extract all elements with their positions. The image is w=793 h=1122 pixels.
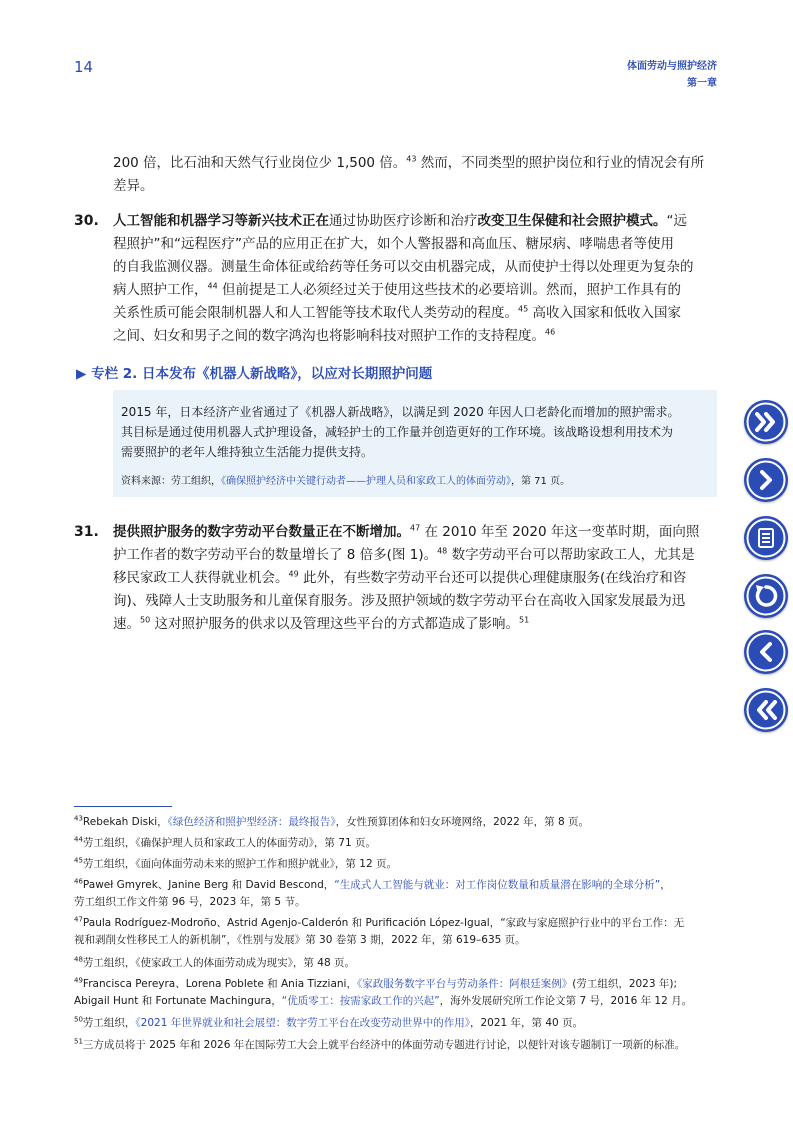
- text: 关系性质可能会限制机器人和人工智能等技术取代人类劳动的程度。: [113, 305, 518, 321]
- text: 护工作者的数字劳动平台的数量增长了 8 倍多(图 1)。: [113, 547, 438, 563]
- text: Francisca Pereyra、Lorena Poblete 和 Ania Tizziani，: [82, 978, 357, 990]
- text: 程照护”和“远程医疗”产品的应用正在扩大，如个人警报器和高血压、糖尿病、哮喘患者等使用: [113, 236, 674, 252]
- text: 2015 年，日本经济产业省通过了《机器人新战略》，以满足到 2020 年因人口老龄化而增加的照护需求。: [121, 405, 680, 419]
- text: 然而，不同类型的照护岗位和行业的情况会有所: [416, 155, 705, 171]
- text: 在 2010 年至 2020 年这一变革时期，面向照: [420, 524, 700, 540]
- source-link[interactable]: 《确保照护经济中关键行动者——护理人员和家政工人的体面劳动》: [221, 476, 511, 487]
- text: 病人照护工作，: [113, 282, 208, 298]
- footnote-number: 44: [74, 835, 83, 844]
- text: 三方成员将于 2025 年和 2026 年在国际劳工大会上就平台经济中的体面劳动专题进行讨论，以便针对该专题制订一项新的标准。: [82, 1039, 686, 1051]
- footnote-49: [74, 976, 724, 1010]
- footnote-ref[interactable]: 47: [410, 523, 421, 533]
- text: 此外，有些数字劳动平台还可以提供心理健康服务(在线治疗和咨: [298, 570, 687, 586]
- footnote-link[interactable]: “优质零工：按需家政工作的兴起”: [281, 995, 440, 1007]
- footnote-link[interactable]: 《2021 年世界就业和社会展望：数字劳工平台在改变劳动世界中的作用》: [135, 1017, 470, 1029]
- text: (劳工组织，2023 年);: [572, 978, 678, 990]
- paragraph-number-30: 30.: [74, 213, 99, 229]
- continued-paragraph: [113, 152, 719, 198]
- footnote-43: [74, 814, 724, 831]
- text: 劳工组织，《使家政工人的体面劳动成为现实》，第 48 页。: [82, 957, 355, 969]
- menu-button[interactable]: [744, 516, 788, 560]
- footnote-46: [74, 877, 724, 911]
- text: 通过协助医疗诊断和治疗: [329, 213, 478, 229]
- footnote-number: 47: [74, 915, 83, 924]
- footnote-link[interactable]: 《绿色经济和照护型经济：最终报告》: [167, 816, 336, 828]
- footnote-44: [74, 835, 724, 852]
- bold-text: 人工智能和机器学习等新兴技术正在: [113, 213, 329, 229]
- footnote-45: [74, 856, 724, 873]
- footnote-number: 48: [74, 955, 83, 964]
- text: 视和剥削女性移民工人的新机制”，《性别与发展》第 30 卷第 3 期，2022 年，第 619–635 页。: [74, 934, 526, 946]
- text: ，海外发展研究所工作论文第 7 号，2016 年 12 月。: [439, 995, 693, 1007]
- text: 的自我监测仪器。测量生命体征或给药等任务可以交由机器完成，从而使护士得以处理更为复杂的: [113, 259, 694, 275]
- text: 移民家政工人获得就业机会。: [113, 570, 289, 586]
- footnote-number: 51: [74, 1037, 83, 1046]
- footnote-number: 43: [74, 814, 83, 823]
- text: 劳工组织，《确保护理人员和家政工人的体面劳动》，第 71 页。: [82, 837, 376, 849]
- rewind-icon: [744, 688, 788, 732]
- next-icon: [744, 458, 788, 502]
- footnote-number: 46: [74, 877, 83, 886]
- footnote-51: [74, 1037, 724, 1054]
- box-text: [121, 402, 711, 462]
- text: 速。: [113, 616, 140, 632]
- text: 其目标是通过使用机器人式护理设备，减轻护士的工作量并创造更好的工作环境。该战略设想利用技术为: [121, 425, 674, 439]
- text: 200 倍，比石油和天然气行业岗位少 1,500 倍。: [113, 155, 407, 171]
- text: 高收入国家和低收入国家: [528, 305, 681, 321]
- text: ，第 71 页。: [511, 476, 571, 487]
- footnote-ref[interactable]: 50: [140, 615, 151, 625]
- text: 之间、妇女和男子之间的数字鸿沟也将影响科技对照护工作的支持程度。: [113, 328, 545, 344]
- text: Paweł Gmyrek、Janine Berg 和 David Bescond，: [82, 879, 335, 891]
- text: 数字劳动平台可以帮助家政工人，尤其是: [447, 547, 695, 563]
- rewind-button[interactable]: [744, 688, 788, 732]
- footnote-ref[interactable]: 46: [545, 327, 556, 337]
- page-number: 14: [74, 58, 94, 76]
- box-source: [121, 472, 711, 487]
- footnote-ref[interactable]: 49: [288, 569, 299, 579]
- paragraph-31: [113, 521, 719, 636]
- footnote-number: 49: [74, 976, 83, 985]
- text: 这对照护服务的供求以及管理这些平台的方式都造成了影响。: [150, 616, 519, 632]
- footnote-rule: [74, 806, 172, 807]
- running-header: [627, 58, 717, 92]
- return-icon: [744, 574, 788, 618]
- previous-icon: [744, 630, 788, 674]
- text: 但前提是工人必须经过关于使用这些技术的必要培训。然而，照护工作具有的: [217, 282, 681, 298]
- footnote-ref[interactable]: 51: [518, 615, 530, 625]
- bold-text: 改变卫生保健和社会照护模式。: [477, 213, 667, 229]
- footnote-number: 45: [74, 856, 83, 865]
- next-button[interactable]: [744, 458, 788, 502]
- footnote-number: 50: [74, 1015, 83, 1024]
- previous-button[interactable]: [744, 630, 788, 674]
- text: 资料来源：劳工组织，: [121, 476, 221, 487]
- text: Rebekah Diski，: [82, 816, 168, 828]
- footnote-link[interactable]: “生成式人工智能与就业：对工作岗位数量和质量潜在影响的全球分析”: [334, 879, 661, 891]
- text: 需要照护的老年人维持独立生活能力提供支持。: [121, 445, 374, 459]
- footnote-link[interactable]: 《家政服务数字平台与劳动条件：阿根廷案例》: [356, 978, 573, 990]
- footnote-47: [74, 915, 724, 949]
- footnote-ref[interactable]: 43: [406, 154, 417, 164]
- footnote-ref[interactable]: 44: [207, 281, 218, 291]
- text: 差异。: [113, 178, 154, 194]
- footnote-50: [74, 1015, 724, 1032]
- header-chapter: 第一章: [687, 78, 717, 89]
- box-title: ▶ 专栏 2. 日本发布《机器人新战略》，以应对长期照护问题: [76, 366, 433, 382]
- text: Abigail Hunt 和 Fortunate Machingura，: [74, 995, 282, 1007]
- text: ，: [660, 879, 671, 891]
- fast-forward-button[interactable]: [744, 400, 788, 444]
- text: 劳工组织，《面向体面劳动未来的照护工作和照护就业》，第 12 页。: [82, 858, 397, 870]
- text: ，女性预算团体和妇女环境网络，2022 年，第 8 页。: [335, 816, 590, 828]
- footnote-48: [74, 955, 724, 972]
- text: Paula Rodríguez-Modroño、Astrid Agenjo-Calderón 和 Purificación López-Igual，“家政与家庭照护行业中的平台工作：无: [82, 917, 685, 929]
- bold-text: 提供照护服务的数字劳动平台数量正在不断增加。: [113, 524, 410, 540]
- text: 询)、残障人士支助服务和儿童保育服务。涉及照护领域的数字劳动平台在高收入国家发展最为迅: [113, 593, 686, 609]
- text: 劳工组织，: [82, 1017, 136, 1029]
- text: 劳工组织工作文件第 96 号，2023 年，第 5 节。: [74, 896, 306, 908]
- menu-icon: [744, 516, 788, 560]
- footnote-ref[interactable]: 48: [437, 546, 448, 556]
- return-button[interactable]: [744, 574, 788, 618]
- paragraph-number-31: 31.: [74, 524, 99, 540]
- header-title: 体面劳动与照护经济: [627, 61, 717, 72]
- paragraph-30: [113, 210, 719, 348]
- text: ，2021 年，第 40 页。: [469, 1017, 584, 1029]
- fast-forward-icon: [744, 400, 788, 444]
- text: “远: [666, 213, 687, 229]
- footnote-ref[interactable]: 45: [518, 304, 529, 314]
